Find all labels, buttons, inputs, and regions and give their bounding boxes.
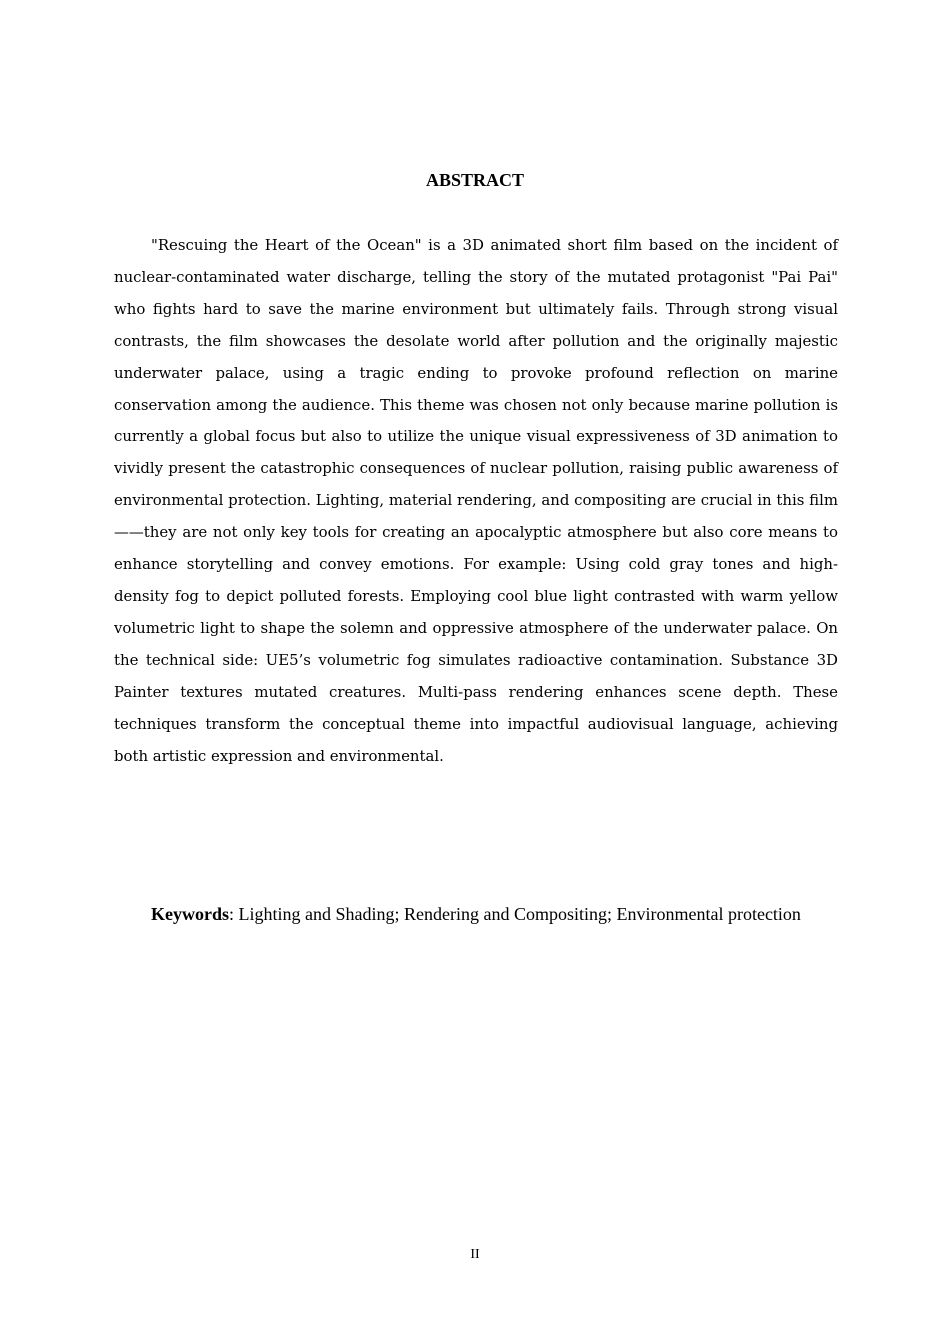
abstract-title: ABSTRACT xyxy=(425,170,525,190)
keywords-label: Keywords xyxy=(151,904,229,924)
keywords-separator: : xyxy=(229,904,239,924)
keywords-text: Lighting and Shading; Rendering and Compositing; Environmental protection xyxy=(238,904,801,924)
page-number: II xyxy=(470,1247,480,1262)
abstract-body: "Rescuing the Heart of the Ocean" is a 3D animated short film based on the incident of nuclear-contaminated water discharge, telling the story of the mutated protagonist "Pai Pai" who fights hard to save the marine environment but ultimately fails. Through strong visual contrasts, the film showcases the desolate world after pollution and the originally majestic underwater palace, using a tragic ending to provoke profound reflection on marine conservation among the audience. This theme was chosen not only because marine pollution is currently a global focus but also to utilize the unique visual expressiveness of 3D animation to vividly present the catastrophic consequences of nuclear pollution, raising public awareness of environmental protection. Lighting, material rendering, and compositing are crucial in this film——they are not only key tools for creating an apocalyptic atmosphere but also core means to enhance storytelling and convey emotions. For example: Using cold gray tones and high-density fog to depict polluted forests. Employing cool blue light contrasted with warm yellow volumetric light to shape the solemn and oppressive atmosphere of the underwater palace. On the technical side: UE5’s volumetric fog simulates radioactive contamination. Substance 3D Painter textures mutated creatures. Multi-pass rendering enhances scene depth. These techniques transform the conceptual theme into impactful audiovisual language, achieving both artistic expression and environmental. xyxy=(114,236,838,765)
keywords-paragraph xyxy=(114,898,838,930)
